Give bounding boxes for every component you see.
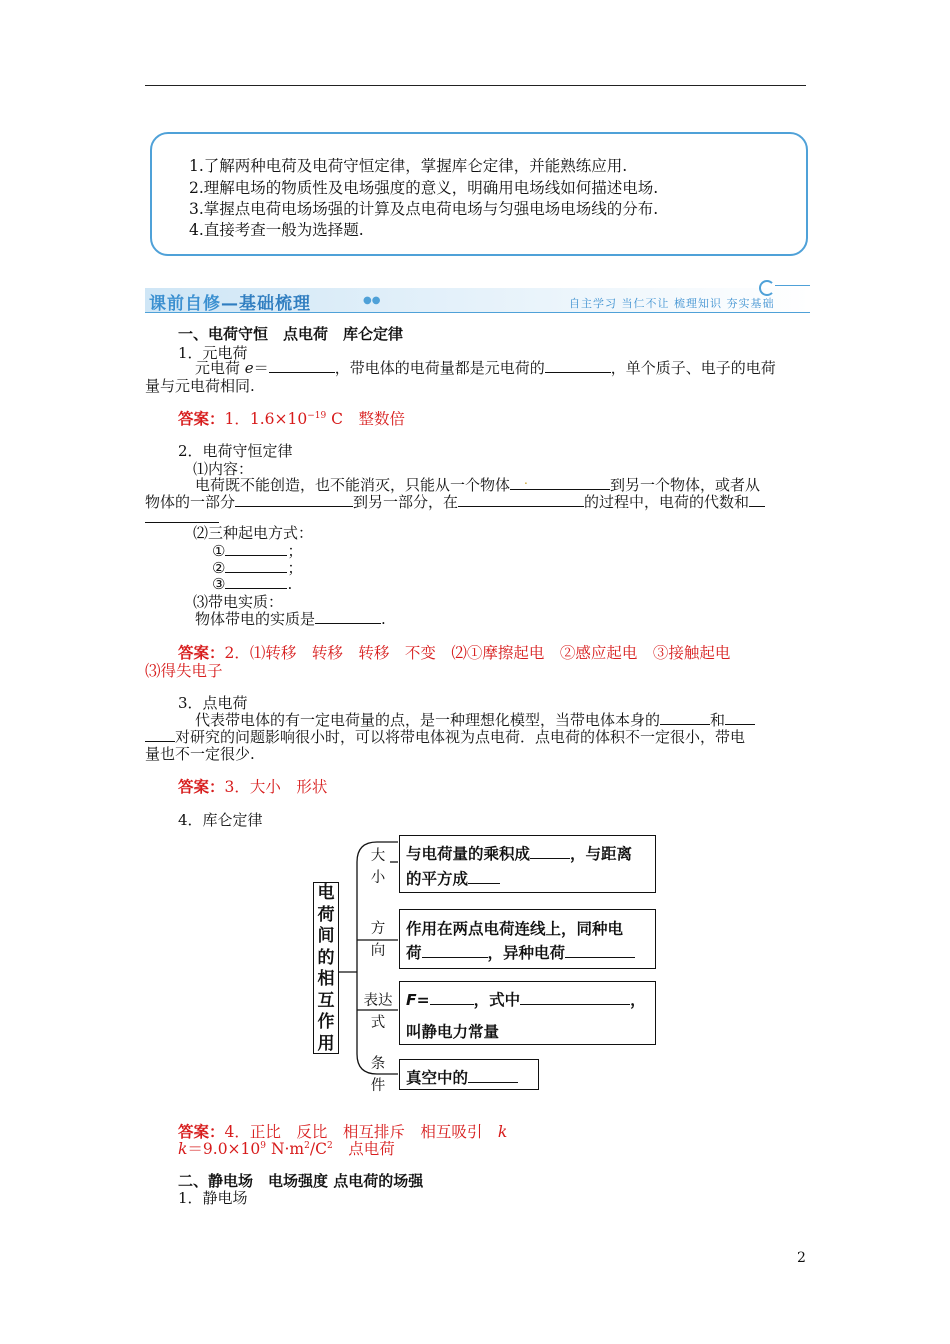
circle-1: ① (212, 542, 226, 560)
branch4-label-a: 条 (370, 1056, 386, 1072)
branch1-text-c: 的平方成 (406, 870, 469, 888)
branch4-label-b: 件 (370, 1078, 386, 1094)
blank (565, 943, 635, 958)
item3-title: 3．点电荷 (178, 694, 248, 712)
branch3-label-a: 表达 (363, 993, 393, 1009)
branch1-text-a: 与电荷量的乘积成 (406, 845, 531, 863)
banner-dots-icon: ●● (363, 295, 381, 306)
var-F: F (406, 991, 417, 1009)
item2-l1a: 电荷既不能创造，也不能消灭，只能从一个物体 (195, 476, 511, 494)
item3-l1a: 代表带电体的有一定电荷量的点，是一种理想化模型，当带电体本身的 (195, 711, 661, 729)
item1-line2: 量与元电荷相同. (145, 377, 255, 395)
branch3-line1 (406, 988, 646, 1010)
page-number: 2 (797, 1250, 806, 1266)
branch1-label-a: 大 (370, 848, 386, 864)
c2-end: ； (287, 559, 303, 577)
blank (510, 475, 610, 490)
item2-l1b: 到另一个物体，或者从 (610, 476, 761, 494)
branch4-line1 (406, 1066, 518, 1088)
root-char: 间 (317, 926, 335, 946)
answer-exp2: 2 (304, 1140, 310, 1151)
objective-3: 3.掌握点电荷电场场强的计算及点电荷电场与匀强电场电场线的分布. (189, 200, 659, 218)
answer-label: 答案： (178, 644, 225, 662)
blank (725, 710, 755, 725)
blank (225, 574, 287, 589)
item2-l2b: 到另一部分，在 (353, 493, 459, 511)
answer-text-d: 点电荷 (332, 1140, 395, 1158)
blank (468, 869, 500, 884)
answer-exp: −19 (307, 410, 327, 421)
item1-text-c: ，带电体的电荷量都是元电荷的 (334, 359, 545, 377)
answer-label: 答案： (178, 778, 225, 796)
banner-ring-icon (759, 280, 775, 296)
answer-text: 2．⑴转移 转移 转移 不变 ⑵①摩擦起电 ②感应起电 ③接触起电 (224, 644, 731, 662)
banner-tail-line (775, 285, 810, 286)
item3-l2: 对研究的问题影响很小时，可以将带电体视为点电荷．点电荷的体积不一定很小 (175, 728, 701, 746)
branch3-line2: 叫静电力常量 (406, 1023, 500, 1041)
answer-text-a: ＝9.0×10 (187, 1140, 261, 1158)
branch2-text-b: ，异种电荷 (487, 944, 566, 962)
item2-l2c: 的过程中，电荷的代数和 (584, 493, 750, 511)
answer-exp3: 2 (326, 1140, 333, 1151)
circle-2: ② (212, 559, 226, 577)
objective-1: 1.了解两种电荷及电荷守恒定律，掌握库仑定律，并能熟练应用. (189, 157, 628, 175)
branch1-label-b: 小 (370, 870, 386, 886)
answer-exp: 9 (260, 1140, 267, 1151)
blank (422, 943, 488, 958)
blank (545, 358, 611, 373)
section-banner (145, 288, 810, 312)
branch3-label-b: 式 (370, 1015, 386, 1031)
circle-3: ③ (212, 575, 226, 593)
objective-4: 4.直接考查一般为选择题. (189, 221, 364, 239)
root-char: 荷 (317, 904, 335, 925)
blank (315, 609, 381, 624)
answer-var-k: k (497, 1123, 508, 1141)
branch2-label (364, 918, 392, 962)
root-char: 电 (317, 883, 335, 903)
branch1-line2 (406, 867, 500, 889)
root-char: 相 (317, 969, 335, 989)
blank (458, 492, 584, 507)
header-rule (145, 85, 806, 86)
branch1-text-b: ，与距离 (570, 845, 633, 863)
item1-text-a: 元电荷 (195, 359, 245, 377)
item4-answer-line2 (178, 1137, 395, 1159)
branch3-text-c: ， (630, 991, 646, 1009)
blank (269, 358, 335, 373)
item2-l2a: 物体的一部分 (145, 493, 236, 511)
blank (749, 492, 765, 507)
blank (530, 844, 570, 859)
item3-line3: 量也不一定很少. (145, 745, 255, 763)
branch1-label (364, 845, 392, 889)
branch1-line1 (406, 842, 632, 864)
item2-sub1: ⑴内容： (193, 460, 254, 478)
section2-heading: 二、静电场 电场强度 点电荷的场强 (178, 1172, 424, 1190)
item2-l3b: . (381, 610, 386, 628)
root-char: 用 (317, 1033, 335, 1054)
mark-dot: . (524, 473, 528, 487)
item2-line3 (195, 608, 386, 629)
banner-title (149, 289, 311, 314)
branch3-text-a: = (416, 991, 430, 1009)
item3-l2b: ，带电 (700, 728, 746, 746)
c3-end: . (287, 575, 293, 593)
blank (430, 990, 474, 1005)
branch2-label-a: 方 (370, 921, 386, 937)
branch3-label (359, 990, 397, 1034)
section1-heading: 一、电荷守恒 点电荷 库仑定律 (178, 325, 404, 343)
answer-text-c: /C (309, 1140, 327, 1158)
blank (225, 558, 287, 573)
item2-answer-line1 (178, 641, 730, 663)
root-char: 作 (317, 1012, 335, 1032)
root-char: 互 (317, 990, 335, 1011)
banner-slogan: 自主学习 当仁不让 梳理知识 夯实基础 (569, 297, 775, 310)
item1-answer (178, 407, 405, 429)
item1-title: 1．元电荷 (178, 344, 248, 362)
item1-var-e: e (244, 359, 254, 377)
diagram-root-label (314, 883, 338, 1055)
answer-label: 答案： (178, 1123, 225, 1141)
blank (145, 727, 175, 742)
root-char: 的 (317, 947, 335, 968)
blank (225, 541, 287, 556)
item2-sub2: ⑵三种起电方式： (193, 524, 314, 542)
blank (520, 990, 630, 1005)
answer-var-k: k (178, 1140, 188, 1158)
answer-text-b: N·m (266, 1140, 305, 1158)
item3-answer (178, 775, 327, 797)
blank (145, 508, 219, 523)
branch2-line2 (406, 941, 635, 963)
item1-text-b: ＝ (253, 359, 269, 377)
blank (660, 710, 710, 725)
blank (468, 1068, 518, 1083)
item2-l3a: 物体带电的实质是 (195, 610, 316, 628)
blank (235, 492, 353, 507)
item2-line2 (145, 491, 765, 512)
item1-text-d: ，单个质子、电子的电荷 (610, 359, 776, 377)
c1-end: ； (287, 542, 303, 560)
branch2-text-a: 荷 (406, 944, 422, 962)
item2-answer-line2: ⑶得失电子 (145, 662, 223, 680)
banner-title-main: 课前自修 (149, 294, 221, 314)
answer-text: 1．1.6×10 (224, 410, 308, 428)
branch2-line1: 作用在两点电荷连线上，同种电 (406, 920, 624, 938)
banner-title-sub: —基础梳理 (221, 294, 311, 314)
branch3-text-b: ，式中 (473, 991, 521, 1009)
answer-text: 3．大小 形状 (224, 778, 328, 796)
branch4-label (364, 1053, 392, 1097)
branch4-text: 真空中的 (406, 1069, 469, 1087)
answer-tail: C 整数倍 (326, 410, 406, 428)
item3-l1b: 和 (710, 711, 726, 729)
answer-text: 4．正比 反比 相互排斥 相互吸引 (224, 1123, 498, 1141)
branch2-label-b: 向 (370, 943, 386, 959)
objective-2: 2.理解电场的物质性及电场强度的意义，明确用电场线如何描述电场. (189, 179, 659, 197)
answer-label: 答案： (178, 410, 225, 428)
item4-title: 4．库仑定律 (178, 811, 263, 829)
item2-sub3: ⑶带电实质： (193, 593, 284, 611)
item1-line1 (195, 357, 776, 378)
item2-title: 2．电荷守恒定律 (178, 442, 293, 460)
section2-item1: 1．静电场 (178, 1189, 248, 1207)
